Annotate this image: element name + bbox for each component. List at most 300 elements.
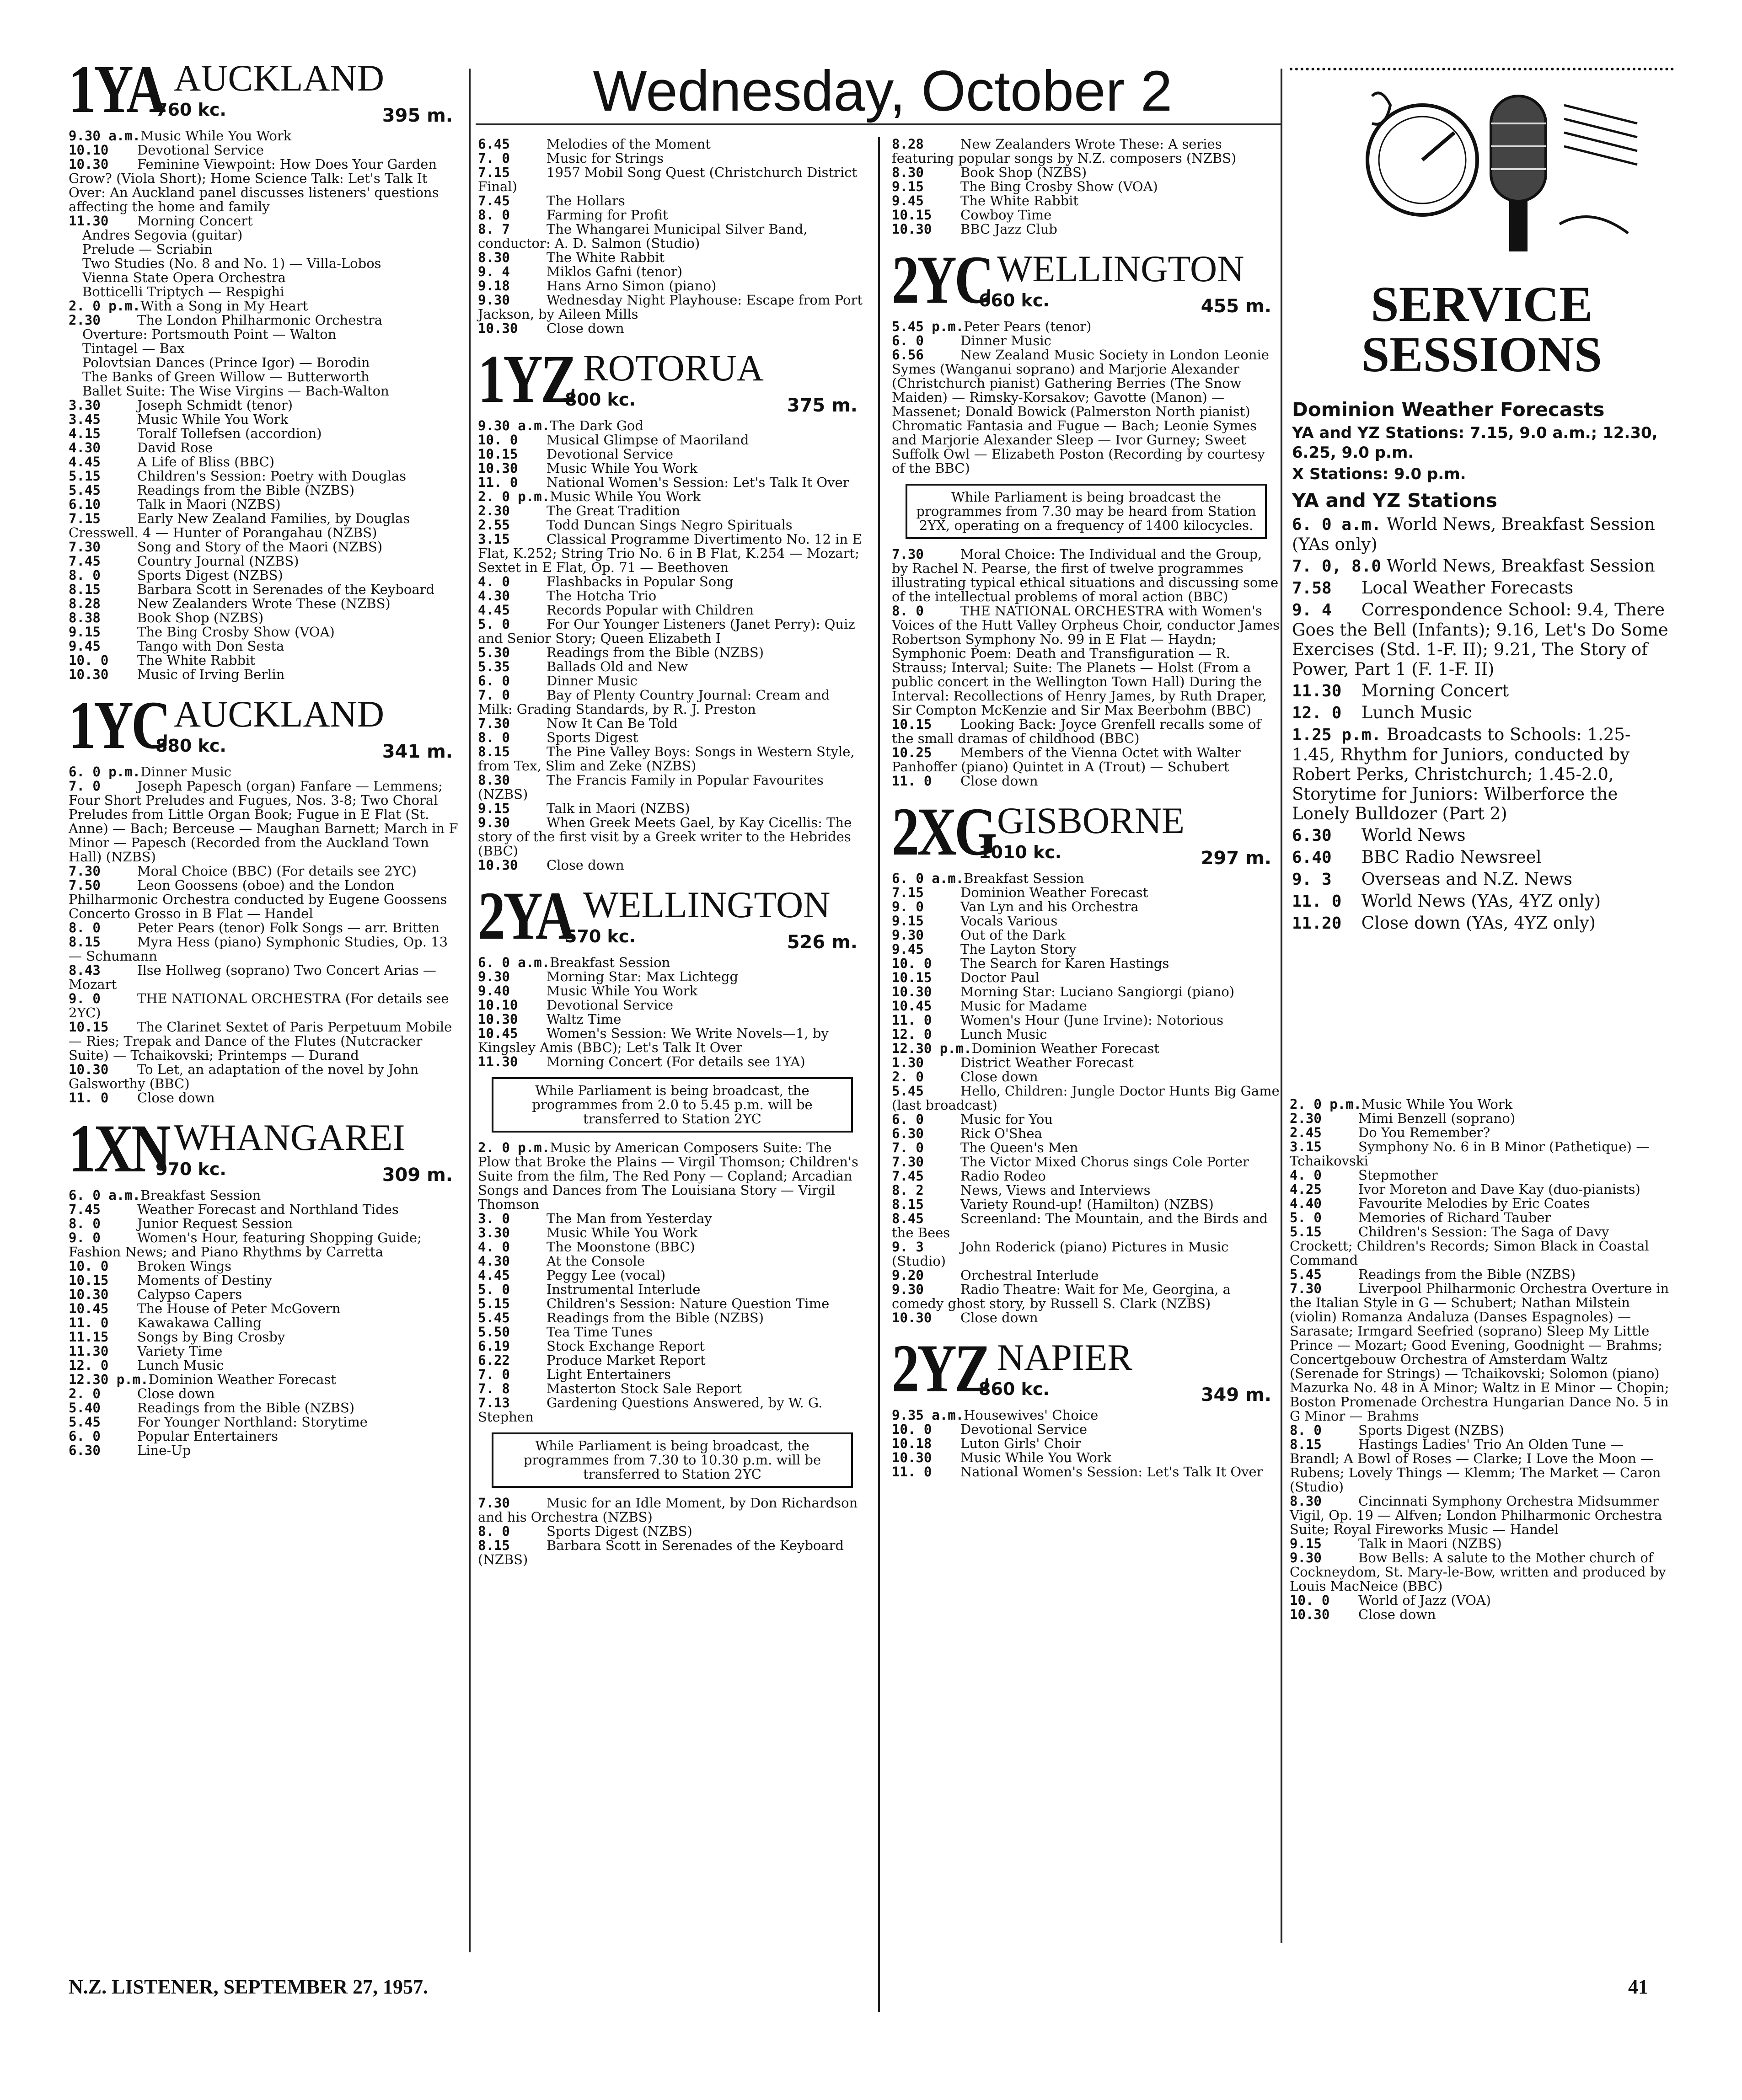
programme-title: Orchestral Interlude (960, 1267, 1099, 1283)
programme-title: Dinner Music (547, 673, 638, 689)
programme-title: Variety Round-up! (Hamilton) (NZBS) (960, 1197, 1214, 1212)
programme-entry (892, 208, 1281, 222)
programme-time: 9.35 a.m. (892, 1407, 964, 1423)
programme-title: Moral Choice (BBC) (For details see 2YC) (137, 863, 417, 879)
programme-entry (69, 582, 462, 597)
programme-time: 8. 0 (478, 730, 510, 745)
programme-time: 10.15 (69, 1272, 109, 1288)
parliament-notice: While Parliament is being broadcast the programmes from 7.30 may be heard from Station 2YX, operating on a frequency of 1400 kilocycles. (906, 484, 1267, 539)
programme-title: Cincinnati Symphony Orchestra Midsummer Vigil, Op. 19 — Alfven; London Philharmonic Orchestra Suite; Royal Fireworks Music — Handel (1290, 1493, 1662, 1537)
programme-title: Farming for Profit (547, 207, 668, 223)
station-wavelength: 526 m. (787, 932, 858, 953)
programme-list (478, 1141, 867, 1424)
programme-entry (478, 1240, 867, 1254)
programme-entry (69, 1273, 462, 1288)
programme-entry (892, 137, 1281, 166)
programme-title: Children's Session: The Saga of Davy Crockett; Children's Records; Simon Black in Coastal Command (1290, 1224, 1649, 1268)
programme-time: 11. 0 (69, 1315, 109, 1331)
programme-entry (892, 1013, 1281, 1027)
programme-title: Devotional Service (547, 446, 674, 462)
programme-entry (892, 1311, 1281, 1325)
programme-title: Music for You (960, 1111, 1053, 1127)
programme-entry (69, 540, 462, 554)
programme-title: Waltz Time (547, 1011, 622, 1027)
programme-entry (478, 1311, 867, 1325)
programme-time: 9. 0 (892, 899, 924, 914)
programme-entry (1290, 1111, 1674, 1126)
programme-list (478, 137, 867, 336)
programme-time: 9.18 (478, 278, 510, 294)
programme-time: 9.45 (69, 638, 101, 654)
programme-entry (69, 1063, 462, 1091)
session-entry (1292, 847, 1672, 867)
programme-title: The London Philharmonic Orchestra (137, 312, 383, 328)
programme-entry (478, 660, 867, 674)
programme-time: 8.30 (478, 772, 510, 788)
programme-title: The Dark God (550, 418, 643, 433)
programme-title: Dominion Weather Forecast (148, 1372, 336, 1387)
programme-entry (1290, 1494, 1674, 1537)
programme-time: 10. 0 (892, 956, 932, 971)
programme-time: 6.22 (478, 1352, 510, 1368)
programme-time: 4.15 (69, 426, 101, 441)
programme-entry (69, 1091, 462, 1105)
section-heading: YA and YZ Stations (1292, 489, 1497, 512)
programme-time: 8. 2 (892, 1182, 924, 1198)
column-4-lower (1290, 1097, 1674, 1622)
programme-title: Music for an Idle Moment, by Don Richardson and his Orchestra (NZBS) (478, 1495, 858, 1525)
station-header-1ya (69, 51, 462, 127)
programme-title: 1957 Mobil Song Quest (Christchurch District Final) (478, 165, 858, 194)
programme-time: 9. 0 (69, 991, 101, 1006)
programme-time: 8. 0 (892, 603, 924, 619)
programme-title: Devotional Service (137, 142, 264, 158)
programme-time: 7.13 (478, 1395, 510, 1411)
radio-microphone-illustration (1354, 87, 1646, 261)
session-time: 12. 0 (1292, 704, 1342, 722)
session-time: 7. 0, 8.0 (1292, 557, 1382, 576)
programme-title: Kawakawa Calling (137, 1315, 262, 1331)
programme-time: 11. 0 (478, 475, 518, 490)
programme-entry (478, 504, 867, 518)
programme-time: 2. 0 p.m. (69, 298, 141, 314)
programme-entry (478, 589, 867, 603)
programme-title: The House of Peter McGovern (137, 1301, 341, 1316)
programme-title: Sports Digest (547, 730, 638, 745)
programme-title: Music While You Work (137, 411, 289, 427)
programme-time: 2. 0 (892, 1069, 924, 1085)
programme-time: 10.15 (892, 207, 932, 223)
programme-entry (69, 483, 462, 497)
programme-time: 7.30 (892, 1154, 924, 1170)
programme-time: 12.30 p.m. (69, 1372, 149, 1387)
programme-list (69, 129, 462, 228)
programme-title: The Pine Valley Boys: Songs in Western Style, from Tex, Slim and Zeke (NZBS) (478, 744, 855, 774)
programme-title: For Our Younger Listeners (Janet Perry): Quiz and Senior Story; Queen Elizabeth I (478, 616, 855, 646)
programme-time: 10.10 (478, 997, 518, 1013)
programme-time: 10.30 (478, 857, 518, 873)
programme-entry (478, 293, 867, 321)
programme-entry (69, 441, 462, 455)
programme-entry (69, 1443, 462, 1458)
programme-time: 9.30 (892, 927, 924, 943)
programme-title: Women's Hour (June Irvine): Notorious (960, 1012, 1224, 1028)
programme-entry (478, 745, 867, 773)
programme-title: Close down (960, 1069, 1038, 1085)
station-wavelength: 349 m. (1201, 1384, 1271, 1405)
programme-time: 5.35 (478, 659, 510, 674)
programme-title: Women's Session: We Write Novels—1, by Kingsley Amis (BBC); Let's Talk It Over (478, 1026, 829, 1055)
programme-time: 7. 0 (478, 687, 510, 703)
programme-time: 8.15 (478, 744, 510, 759)
programme-entry (892, 1056, 1281, 1070)
programme-title: Children's Session: Nature Question Time (547, 1296, 830, 1311)
programme-title: The White Rabbit (137, 652, 256, 668)
column-1 (69, 51, 462, 1458)
programme-entry (1290, 1423, 1674, 1437)
programme-time: 4.45 (478, 1267, 510, 1283)
programme-time: 5.50 (478, 1324, 510, 1340)
programme-title: Radio Rodeo (960, 1168, 1046, 1184)
programme-title: Lunch Music (137, 1357, 224, 1373)
programme-time: 11. 0 (892, 773, 932, 789)
programme-time: 7.50 (69, 877, 101, 893)
programme-detail: Two Studies (No. 8 and No. 1) — Villa-Lobos (82, 256, 381, 271)
session-title: World News (1361, 825, 1466, 845)
programme-title: Popular Entertainers (137, 1428, 279, 1444)
programme-time: 3.30 (69, 397, 101, 413)
programme-entry (1290, 1267, 1674, 1282)
programme-title: Moments of Destiny (137, 1272, 272, 1288)
programme-time: 8.43 (69, 962, 101, 978)
programme-title: Music While You Work (547, 1225, 698, 1240)
programme-title: When Greek Meets Gael, by Kay Cicellis: The story of the first visit by a Greek writer to the Hebrides (BBC) (478, 815, 852, 859)
session-entry (1292, 681, 1672, 701)
programme-time: 2.55 (478, 517, 510, 533)
programme-time: 8.15 (69, 582, 101, 597)
programme-time: 6. 0 (69, 1428, 101, 1444)
programme-entry (478, 1226, 867, 1240)
programme-title: Readings from the Bible (NZBS) (547, 645, 764, 660)
programme-title: Music for Strings (547, 150, 664, 166)
session-title: Lunch Music (1361, 703, 1472, 722)
programme-time: 8. 0 (69, 1216, 101, 1231)
programme-entry (892, 348, 1281, 476)
programme-entry (478, 1026, 867, 1055)
programme-title: Music While You Work (960, 1450, 1112, 1465)
programme-sublist (69, 228, 462, 299)
session-title: World News, Breakfast Session (1386, 556, 1655, 576)
programme-title: Close down (137, 1090, 215, 1106)
programme-list (892, 320, 1281, 476)
programme-entry (478, 265, 867, 279)
programme-title: Line-Up (137, 1443, 191, 1458)
programme-list (69, 398, 462, 682)
programme-time: 3.30 (478, 1225, 510, 1240)
programme-entry (892, 1212, 1281, 1240)
programme-time: 4.30 (69, 440, 101, 455)
programme-time: 10.30 (69, 156, 109, 172)
station-call-sign: 1YC (69, 687, 169, 763)
programme-entry (69, 469, 462, 483)
programme-title: Readings from the Bible (NZBS) (137, 1400, 355, 1416)
programme-entry (478, 1524, 867, 1539)
programme-title: Barbara Scott in Serenades of the Keyboard (NZBS) (478, 1538, 844, 1567)
programme-entry (892, 1268, 1281, 1282)
programme-list (69, 765, 462, 1105)
programme-time: 9.20 (892, 1267, 924, 1283)
programme-entry (69, 412, 462, 427)
programme-title: With a Song in My Heart (140, 298, 308, 314)
programme-entry (69, 1188, 462, 1202)
programme-title: John Roderick (piano) Pictures in Music (Studio) (892, 1239, 1229, 1269)
programme-time: 7. 8 (478, 1381, 510, 1396)
programme-time: 10.30 (478, 460, 518, 476)
programme-title: Book Shop (NZBS) (960, 165, 1087, 180)
session-time: 9. 4 (1292, 601, 1332, 620)
programme-entry (892, 886, 1281, 900)
programme-entry (478, 1141, 867, 1212)
session-time: 11.20 (1292, 914, 1342, 933)
programme-entry (478, 802, 867, 816)
programme-title: Melodies of the Moment (547, 136, 711, 152)
programme-title: The Search for Karen Hastings (960, 956, 1169, 971)
programme-title: Music of Irving Berlin (137, 667, 285, 682)
station-wavelength: 341 m. (382, 741, 453, 762)
programme-time: 3.45 (69, 411, 101, 427)
programme-entry (69, 1316, 462, 1330)
programme-title: Musical Glimpse of Maoriland (547, 432, 749, 448)
programme-entry (892, 194, 1281, 208)
station-call-sign: 2YZ (892, 1331, 989, 1406)
programme-entry (892, 900, 1281, 914)
station-frequency: 760 kc. (155, 100, 226, 120)
programme-title: Members of the Vienna Octet with Walter Panhoffer (piano) Quintet in A (Trout) — Schubert (892, 745, 1241, 775)
programme-title: Todd Duncan Sings Negro Spirituals (547, 517, 793, 533)
programme-time: 5.45 (69, 482, 101, 498)
programme-title: Barbara Scott in Serenades of the Keyboard (137, 582, 435, 597)
station-city: ROTORUA (583, 347, 764, 389)
programme-entry (69, 129, 462, 143)
programme-entry (1290, 1168, 1674, 1182)
session-title: Local Weather Forecasts (1361, 578, 1574, 598)
programme-time: 2.45 (1290, 1125, 1322, 1140)
programme-entry (69, 299, 462, 313)
programme-title: Joseph Schmidt (tenor) (137, 397, 293, 413)
programme-title: Flashbacks in Popular Song (547, 574, 734, 589)
session-time: 6.40 (1292, 848, 1332, 867)
programme-title: Close down (1358, 1607, 1436, 1622)
programme-time: 9.30 (478, 292, 510, 308)
programme-title: Joseph Papesch (organ) Fanfare — Lemmens; Four Short Preludes and Fugues, Nos. 3-8; Two Choral Preludes from Little Organ Book; Fugue in E Flat (St. Anne) — Bach; Berceuse — Maughan Barnett; March in F Minor — Papesch (Recorded from the Auckland Town Hall) (NZBS) (69, 778, 458, 865)
programme-entry (69, 1288, 462, 1302)
programme-title: Early New Zealand Families, by Douglas Cresswell. 4 — Hunter of Porangahau (NZBS) (69, 511, 410, 540)
programme-title: Morning Concert (137, 213, 253, 229)
programme-time: 3. 0 (478, 1211, 510, 1226)
programme-entry (69, 1429, 462, 1443)
programme-title: The White Rabbit (547, 250, 665, 265)
programme-title: Looking Back: Joyce Grenfell recalls some of the small dramas of childhood (BBC) (892, 716, 1261, 746)
programme-time: 3.15 (478, 531, 510, 547)
station-wavelength: 297 m. (1201, 848, 1271, 869)
programme-entry (892, 971, 1281, 985)
station-city: AUCKLAND (174, 57, 385, 99)
programme-entry (478, 731, 867, 745)
programme-title: Peggy Lee (vocal) (547, 1267, 666, 1283)
service-sessions (1292, 393, 1672, 935)
programme-entry (69, 157, 462, 214)
programme-title: Weather Forecast and Northland Tides (137, 1202, 399, 1217)
programme-title: David Rose (137, 440, 213, 455)
programme-time: 5. 0 (478, 1282, 510, 1297)
programme-time: 6.56 (892, 347, 924, 363)
programme-entry (892, 320, 1281, 334)
station-wavelength: 375 m. (787, 395, 858, 416)
programme-time: 9.45 (892, 193, 924, 208)
programme-time: 7. 0 (478, 1367, 510, 1382)
programme-time: 6. 0 (892, 333, 924, 348)
programme-entry (892, 1112, 1281, 1127)
programme-entry (892, 928, 1281, 942)
programme-title: Calypso Capers (137, 1287, 242, 1302)
programme-entry (478, 251, 867, 265)
programme-time: 6. 0 (478, 673, 510, 689)
service-sessions-title (1290, 276, 1674, 382)
programme-time: 2. 0 p.m. (478, 1140, 550, 1155)
programme-time: 10.15 (69, 1019, 109, 1035)
programme-time: 7.30 (478, 716, 510, 731)
programme-entry (478, 476, 867, 490)
programme-time: 11. 0 (892, 1012, 932, 1028)
programme-time: 11.30 (69, 1343, 109, 1359)
programme-entry (69, 1415, 462, 1429)
programme-entry (892, 914, 1281, 928)
programme-time: 8.28 (69, 596, 101, 611)
programme-entry (69, 611, 462, 625)
programme-title: Out of the Dark (960, 927, 1066, 943)
programme-title: Radio Theatre: Wait for Me, Georgina, a comedy ghost story, by Russell S. Clark (NZBS) (892, 1282, 1231, 1311)
programme-time: 10.15 (892, 970, 932, 985)
programme-time: 10.45 (478, 1026, 518, 1041)
programme-title: Sports Digest (NZBS) (547, 1523, 692, 1539)
programme-time: 8.45 (892, 1211, 924, 1226)
programme-time: 5.15 (1290, 1224, 1322, 1240)
programme-detail: Tintagel — Bax (82, 341, 185, 356)
programme-time: 9.40 (478, 983, 510, 999)
programme-entry (69, 935, 462, 963)
programme-time: 4. 0 (1290, 1167, 1322, 1183)
session-time: 11.30 (1292, 682, 1342, 700)
programme-list (478, 956, 867, 1069)
programme-title: Doctor Paul (960, 970, 1040, 985)
programme-entry (478, 858, 867, 872)
programme-time: 9. 0 (69, 1230, 101, 1245)
programme-entry (478, 447, 867, 461)
programme-entry (69, 1302, 462, 1316)
programme-title: Feminine Viewpoint: How Does Your Garden Grow? (Viola Short); Home Science Talk: Let's Talk It Over: An Auckland panel discusses listeners' questions affecting the home and family (69, 156, 439, 214)
programme-title: Instrumental Interlude (547, 1282, 701, 1297)
programme-entry (478, 674, 867, 688)
programme-entry (892, 1027, 1281, 1042)
programme-entry (69, 992, 462, 1020)
programme-entry (892, 1408, 1281, 1422)
programme-list (892, 871, 1281, 1325)
programme-time: 5.15 (69, 468, 101, 484)
programme-time: 12.30 p.m. (892, 1041, 972, 1056)
programme-entry (478, 279, 867, 293)
programme-time: 10.30 (69, 667, 109, 682)
programme-title: Close down (547, 321, 624, 336)
programme-entry (1290, 1593, 1674, 1608)
programme-title: Screenland: The Mountain, and the Birds and the Bees (892, 1211, 1268, 1240)
column-2 (478, 137, 867, 1567)
programme-entry (478, 1353, 867, 1368)
programme-title: Breakfast Session (140, 1187, 261, 1203)
programme-title: Readings from the Bible (NZBS) (137, 482, 355, 498)
programme-title: Children's Session: Poetry with Douglas (137, 468, 407, 484)
programme-entry (478, 603, 867, 617)
programme-entry (69, 668, 462, 682)
programme-entry (892, 1169, 1281, 1183)
station-city: GISBORNE (997, 800, 1185, 841)
programme-detail: Polovtsian Dances (Prince Igor) — Borodin (82, 355, 370, 370)
programme-title: Tea Time Tunes (547, 1324, 653, 1340)
programme-entry (1290, 1211, 1674, 1225)
programme-time: 10.45 (892, 998, 932, 1014)
programme-title: Myra Hess (piano) Symphonic Studies, Op. 13 — Schumann (69, 934, 448, 964)
programme-time: 7.30 (892, 546, 924, 562)
programme-entry (478, 1325, 867, 1339)
programme-entry (69, 779, 462, 864)
programme-time: 10.25 (892, 745, 932, 760)
programme-time: 7.30 (478, 1495, 510, 1511)
programme-title: Tango with Don Sesta (137, 638, 284, 654)
programme-entry (69, 512, 462, 540)
programme-time: 9.15 (892, 913, 924, 929)
programme-title: Music While You Work (140, 128, 292, 144)
programme-time: 7.15 (69, 511, 101, 526)
programme-entry (892, 1197, 1281, 1212)
programme-entry (69, 1401, 462, 1415)
programme-time: 2.30 (478, 503, 510, 518)
programme-title: Broken Wings (137, 1258, 231, 1274)
programme-time: 10.30 (892, 984, 932, 999)
programme-title: Sports Digest (NZBS) (1358, 1422, 1504, 1438)
station-call-sign: 1YA (69, 51, 164, 127)
page-date-title: Wednesday, October 2 (593, 59, 1173, 123)
programme-title: Cowboy Time (960, 207, 1052, 223)
programme-time: 6.10 (69, 497, 101, 512)
header-rule (476, 123, 1281, 125)
programme-time: 6. 0 a.m. (478, 955, 550, 970)
programme-title: Dominion Weather Forecast (960, 885, 1148, 900)
programme-title: Wednesday Night Playhouse: Escape from Port Jackson, by Aileen Mills (478, 292, 863, 322)
programme-entry (892, 1282, 1281, 1311)
programme-time: 8.30 (478, 250, 510, 265)
programme-entry (892, 1437, 1281, 1451)
programme-entry (478, 984, 867, 998)
programme-entry (69, 1259, 462, 1273)
programme-time: 11. 0 (69, 1090, 109, 1106)
section-heading: Dominion Weather Forecasts (1292, 398, 1605, 421)
session-title: World News (YAs, 4YZ only) (1361, 891, 1601, 911)
programme-time: 6.19 (478, 1338, 510, 1354)
programme-title: Music for Madame (960, 998, 1087, 1014)
programme-title: Toralf Tollefsen (accordion) (137, 426, 322, 441)
programme-title: Close down (137, 1386, 215, 1401)
programme-title: National Women's Session: Let's Talk It Over (960, 1464, 1263, 1480)
programme-title: Music While You Work (547, 460, 698, 476)
